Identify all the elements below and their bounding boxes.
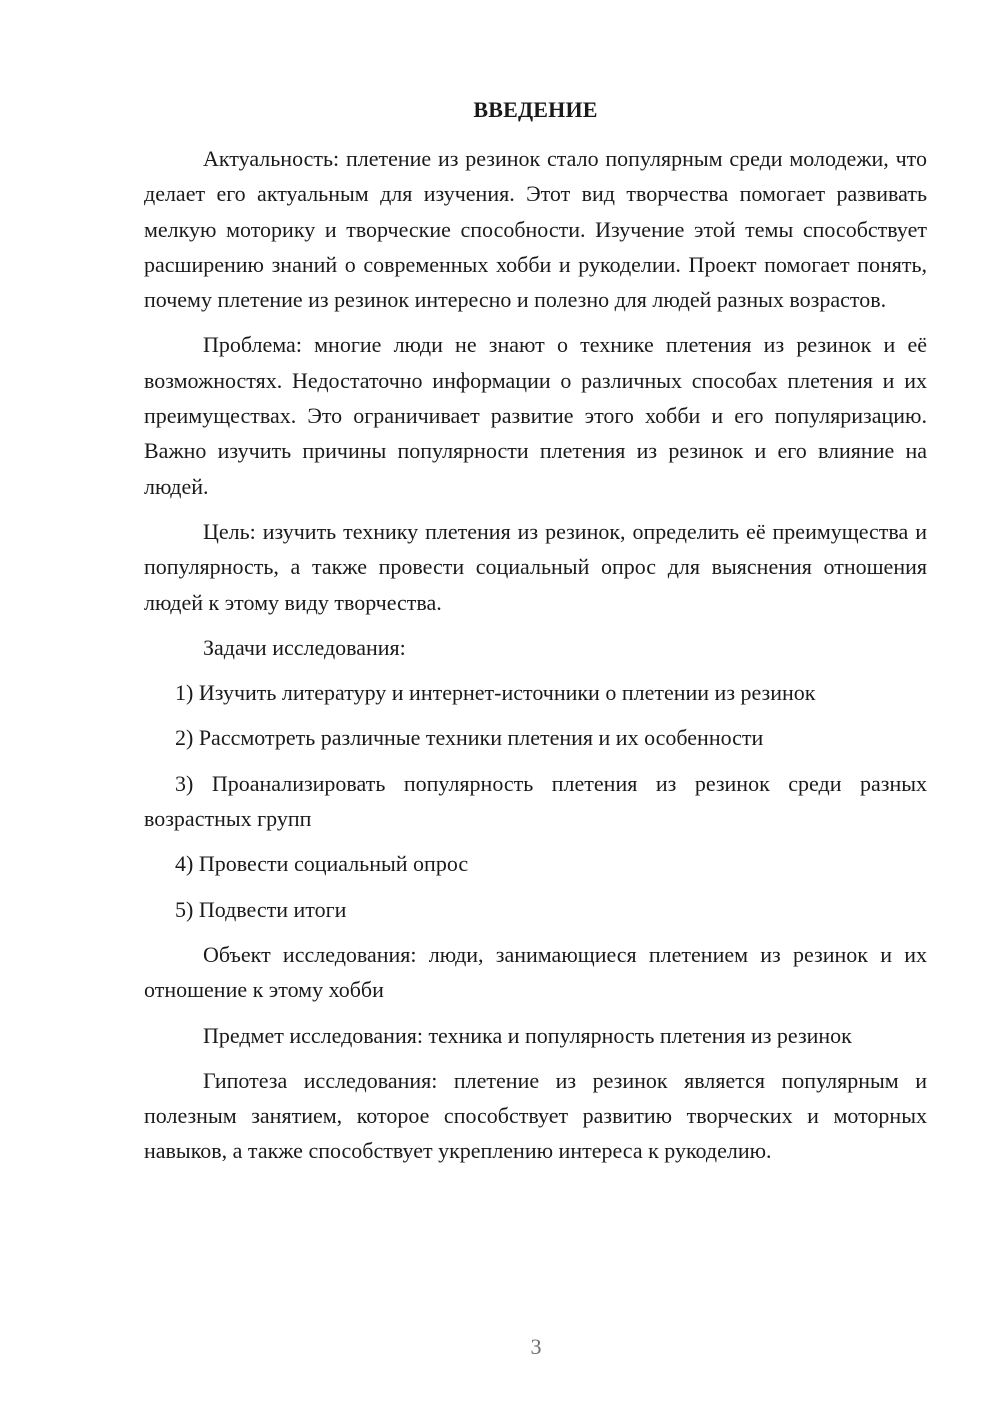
paragraph-subject: Предмет исследования: техника и популярность плетения из резинок bbox=[203, 1022, 852, 1048]
paragraph-hypothesis: Гипотеза исследования: плетение из резинок является популярным и полезным занятием, которое способствует развитию творческих и моторных навыков, а также способствует укреплению интереса к рукоделию. bbox=[144, 1067, 927, 1164]
paragraph-problem: Проблема: многие люди не знают о технике плетения из резинок и её возможностях. Недостаточно информации о различных способах плетения и их преимуществах. Это ограничивает развитие этого хобби и его популяризацию. Важно изучить причины популярности плетения из резинок и его влияние на людей. bbox=[144, 332, 927, 499]
paragraph-object: Объект исследования: люди, занимающиеся плетением из резинок и их отношение к этому хобби bbox=[144, 941, 927, 1003]
paragraph-tasks-heading: Задачи исследования: bbox=[203, 634, 406, 660]
list-item: 1) Изучить литературу и интернет-источники о плетении из резинок bbox=[175, 680, 816, 706]
paragraph-goal: Цель: изучить технику плетения из резинок, определить её преимущества и популярность, а также провести социальный опрос для выяснения отношения людей к этому виду творчества. bbox=[144, 518, 927, 615]
page-number: 3 bbox=[530, 1334, 542, 1359]
section-title: ВВЕДЕНИЕ bbox=[473, 97, 598, 122]
tasks-list bbox=[144, 675, 927, 927]
list-item: 4) Провести социальный опрос bbox=[175, 851, 469, 877]
list-item: 2) Рассмотреть различные техники плетения и их особенности bbox=[175, 725, 764, 751]
page-content bbox=[144, 92, 927, 1179]
list-item: 5) Подвести итоги bbox=[175, 896, 347, 922]
paragraph-relevance: Актуальность: плетение из резинок стало популярным среди молодежи, что делает его актуальным для изучения. Этот вид творчества помогает развивать мелкую моторику и творческие способности. Изучение этой темы способствует расширению знаний о современных хобби и рукоделии. Проект помогает понять, почему плетение из резинок интересно и полезно для людей разных возрастов. bbox=[144, 146, 927, 313]
list-item: 3) Проанализировать популярность плетения из резинок среди разных возрастных групп bbox=[144, 770, 927, 832]
